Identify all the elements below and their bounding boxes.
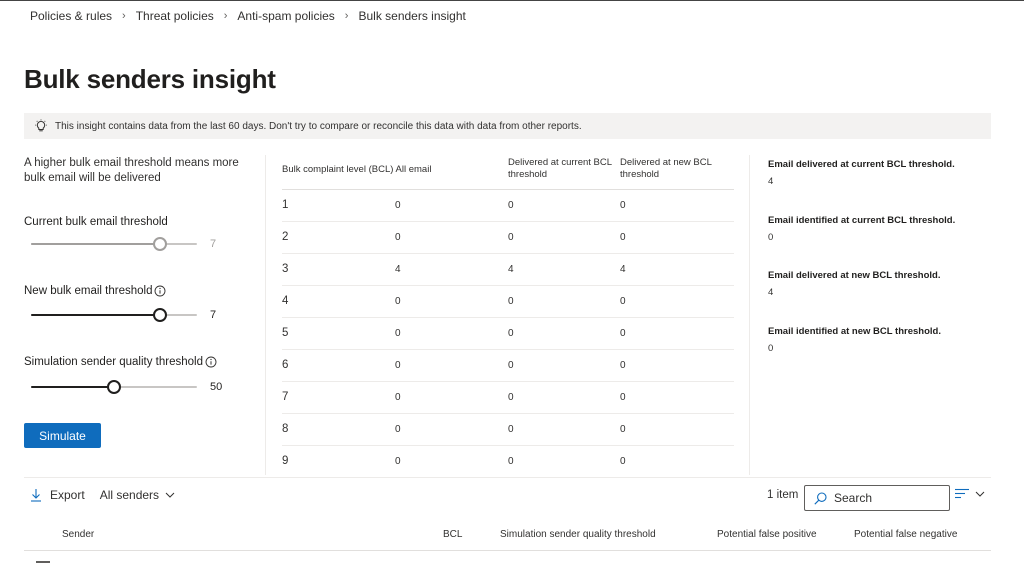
simulate-button[interactable]: Simulate — [24, 423, 101, 448]
cell-bcl-level: 5 — [282, 327, 289, 339]
cell-bcl-level: 2 — [282, 231, 289, 243]
chevron-down-icon — [165, 492, 175, 498]
cell-delivered-new: 0 — [620, 424, 626, 435]
current-threshold-label — [24, 216, 168, 228]
cell-all-email: 0 — [395, 200, 401, 211]
col-false-positive[interactable]: Potential false positive — [717, 529, 817, 540]
cell-delivered-new: 0 — [620, 232, 626, 243]
cell-delivered-current: 0 — [508, 296, 514, 307]
cell-all-email: 0 — [395, 328, 401, 339]
search-icon — [814, 492, 827, 505]
bcl-table-row — [282, 446, 734, 478]
stat-label: Email delivered at new BCL threshold. — [768, 270, 941, 281]
breadcrumb-current-page: Bulk senders insight — [358, 9, 466, 23]
info-icon[interactable] — [154, 285, 166, 297]
export-label: Export — [50, 488, 85, 502]
current-threshold-label-text: Current bulk email threshold — [24, 216, 168, 228]
breadcrumb-policies-rules[interactable]: Policies & rules — [30, 9, 113, 23]
new-threshold-value: 7 — [210, 309, 217, 321]
window-top-border — [0, 0, 1024, 1]
stat-label: Email delivered at current BCL threshold. — [768, 159, 955, 170]
cell-delivered-new: 0 — [620, 328, 626, 339]
sim-threshold-value: 50 — [210, 381, 223, 393]
slider-thumb[interactable] — [153, 308, 167, 322]
lightbulb-icon — [34, 119, 48, 133]
cell-bcl-level: 6 — [282, 359, 289, 371]
current-threshold-slider — [31, 237, 197, 251]
cell-all-email: 0 — [395, 392, 401, 403]
panel-divider — [265, 155, 266, 475]
bcl-table-row — [282, 414, 734, 446]
cell-all-email: 4 — [395, 264, 401, 275]
bcl-table-row — [282, 286, 734, 318]
cell-bcl-level: 3 — [282, 263, 289, 275]
chevron-right-icon: › — [223, 10, 228, 22]
slider-thumb — [153, 237, 167, 251]
cell-delivered-new: 0 — [620, 360, 626, 371]
col-bcl[interactable]: BCL — [443, 529, 463, 540]
slider-fill — [31, 314, 160, 316]
cell-delivered-current: 4 — [508, 264, 514, 275]
stat-value: 4 — [768, 287, 774, 298]
stat-label: Email identified at current BCL threshold. — [768, 215, 956, 226]
page-title: Bulk senders insight — [24, 64, 276, 94]
info-message-bar — [24, 113, 991, 139]
info-message-text: This insight contains data from the last 60 days. Don't try to compare or reconcile this data with data from other reports. — [55, 120, 582, 132]
threshold-panel — [24, 156, 244, 443]
list-toolbar — [30, 488, 175, 502]
slider-fill — [31, 386, 114, 388]
cell-delivered-current: 0 — [508, 392, 514, 403]
group-sort-button[interactable] — [955, 488, 985, 499]
cell-delivered-current: 0 — [508, 360, 514, 371]
all-senders-dropdown[interactable] — [100, 488, 175, 502]
filter-lines-icon — [955, 488, 969, 499]
chevron-right-icon: › — [122, 10, 126, 22]
search-input[interactable] — [834, 491, 944, 505]
cell-all-email: 0 — [395, 456, 401, 467]
stat-value: 0 — [768, 232, 774, 243]
cell-delivered-new: 0 — [620, 296, 626, 307]
current-threshold-value: 7 — [210, 238, 217, 250]
slider-thumb[interactable] — [107, 380, 121, 394]
bcl-table-row — [282, 190, 734, 222]
stat-value: 0 — [768, 343, 774, 354]
col-header-bcl-text: Bulk complaint level (BCL) — [282, 164, 394, 175]
stat-identified-new — [768, 326, 941, 354]
cell-delivered-new: 0 — [620, 392, 626, 403]
cell-delivered-current: 0 — [508, 328, 514, 339]
cell-all-email: 0 — [395, 296, 401, 307]
item-count: 1 item — [767, 489, 799, 501]
bcl-table-row — [282, 350, 734, 382]
search-box[interactable] — [804, 485, 950, 511]
breadcrumb-anti-spam-policies[interactable]: Anti-spam policies — [237, 9, 335, 23]
cell-delivered-current: 0 — [508, 232, 514, 243]
cell-bcl-level: 7 — [282, 391, 289, 403]
all-senders-label: All senders — [99, 488, 160, 502]
sim-threshold-label-text: Simulation sender quality threshold — [24, 356, 203, 368]
threshold-description: A higher bulk email threshold means more bulk email will be delivered — [24, 157, 239, 184]
col-header-all-email: All email — [395, 164, 432, 175]
bcl-table-row — [282, 254, 734, 286]
bcl-table-row — [282, 318, 734, 350]
chevron-right-icon: › — [344, 10, 349, 22]
cell-bcl-level: 8 — [282, 423, 289, 435]
new-threshold-label — [24, 285, 166, 297]
stat-identified-current — [768, 215, 955, 243]
cell-delivered-new: 4 — [620, 264, 626, 275]
bcl-table-row — [282, 382, 734, 414]
stat-label: Email identified at new BCL threshold. — [768, 326, 941, 337]
col-false-negative[interactable]: Potential false negative — [854, 529, 958, 540]
new-threshold-label-text: New bulk email threshold — [24, 285, 153, 297]
stats-divider — [749, 155, 750, 475]
cell-bcl-level: 9 — [282, 455, 289, 467]
breadcrumb-threat-policies[interactable]: Threat policies — [135, 9, 214, 23]
col-sim-quality[interactable]: Simulation sender quality threshold — [500, 529, 656, 540]
stat-value: 4 — [768, 176, 774, 187]
section-divider — [24, 477, 991, 478]
cell-delivered-current: 0 — [508, 424, 514, 435]
cell-bcl-level: 4 — [282, 295, 289, 307]
bcl-table-header — [282, 155, 734, 190]
slider-fill — [31, 243, 160, 245]
chevron-down-icon — [975, 491, 985, 497]
cell-all-email: 0 — [395, 424, 401, 435]
bcl-table-row — [282, 222, 734, 254]
stat-delivered-new — [768, 270, 940, 298]
new-threshold-slider[interactable] — [31, 308, 197, 322]
cell-delivered-new: 0 — [620, 456, 626, 467]
col-header-bcl — [282, 164, 431, 176]
senders-list-header — [24, 520, 991, 551]
col-header-new: Delivered at new BCL threshold — [620, 157, 712, 180]
cell-delivered-new: 0 — [620, 200, 626, 211]
col-sender[interactable]: Sender — [62, 529, 95, 540]
stat-delivered-current — [768, 159, 955, 187]
cell-delivered-current: 0 — [508, 200, 514, 211]
cell-all-email: 0 — [395, 232, 401, 243]
breadcrumb — [30, 9, 466, 23]
cell-bcl-level: 1 — [282, 199, 289, 211]
sim-threshold-slider[interactable] — [31, 380, 197, 394]
info-icon[interactable] — [205, 356, 217, 368]
download-icon — [30, 488, 42, 502]
export-button[interactable] — [30, 488, 85, 502]
cell-all-email: 0 — [395, 360, 401, 371]
sim-threshold-label — [24, 356, 217, 368]
col-header-current: Delivered at current BCL threshold — [508, 157, 612, 180]
cell-delivered-current: 0 — [508, 456, 514, 467]
